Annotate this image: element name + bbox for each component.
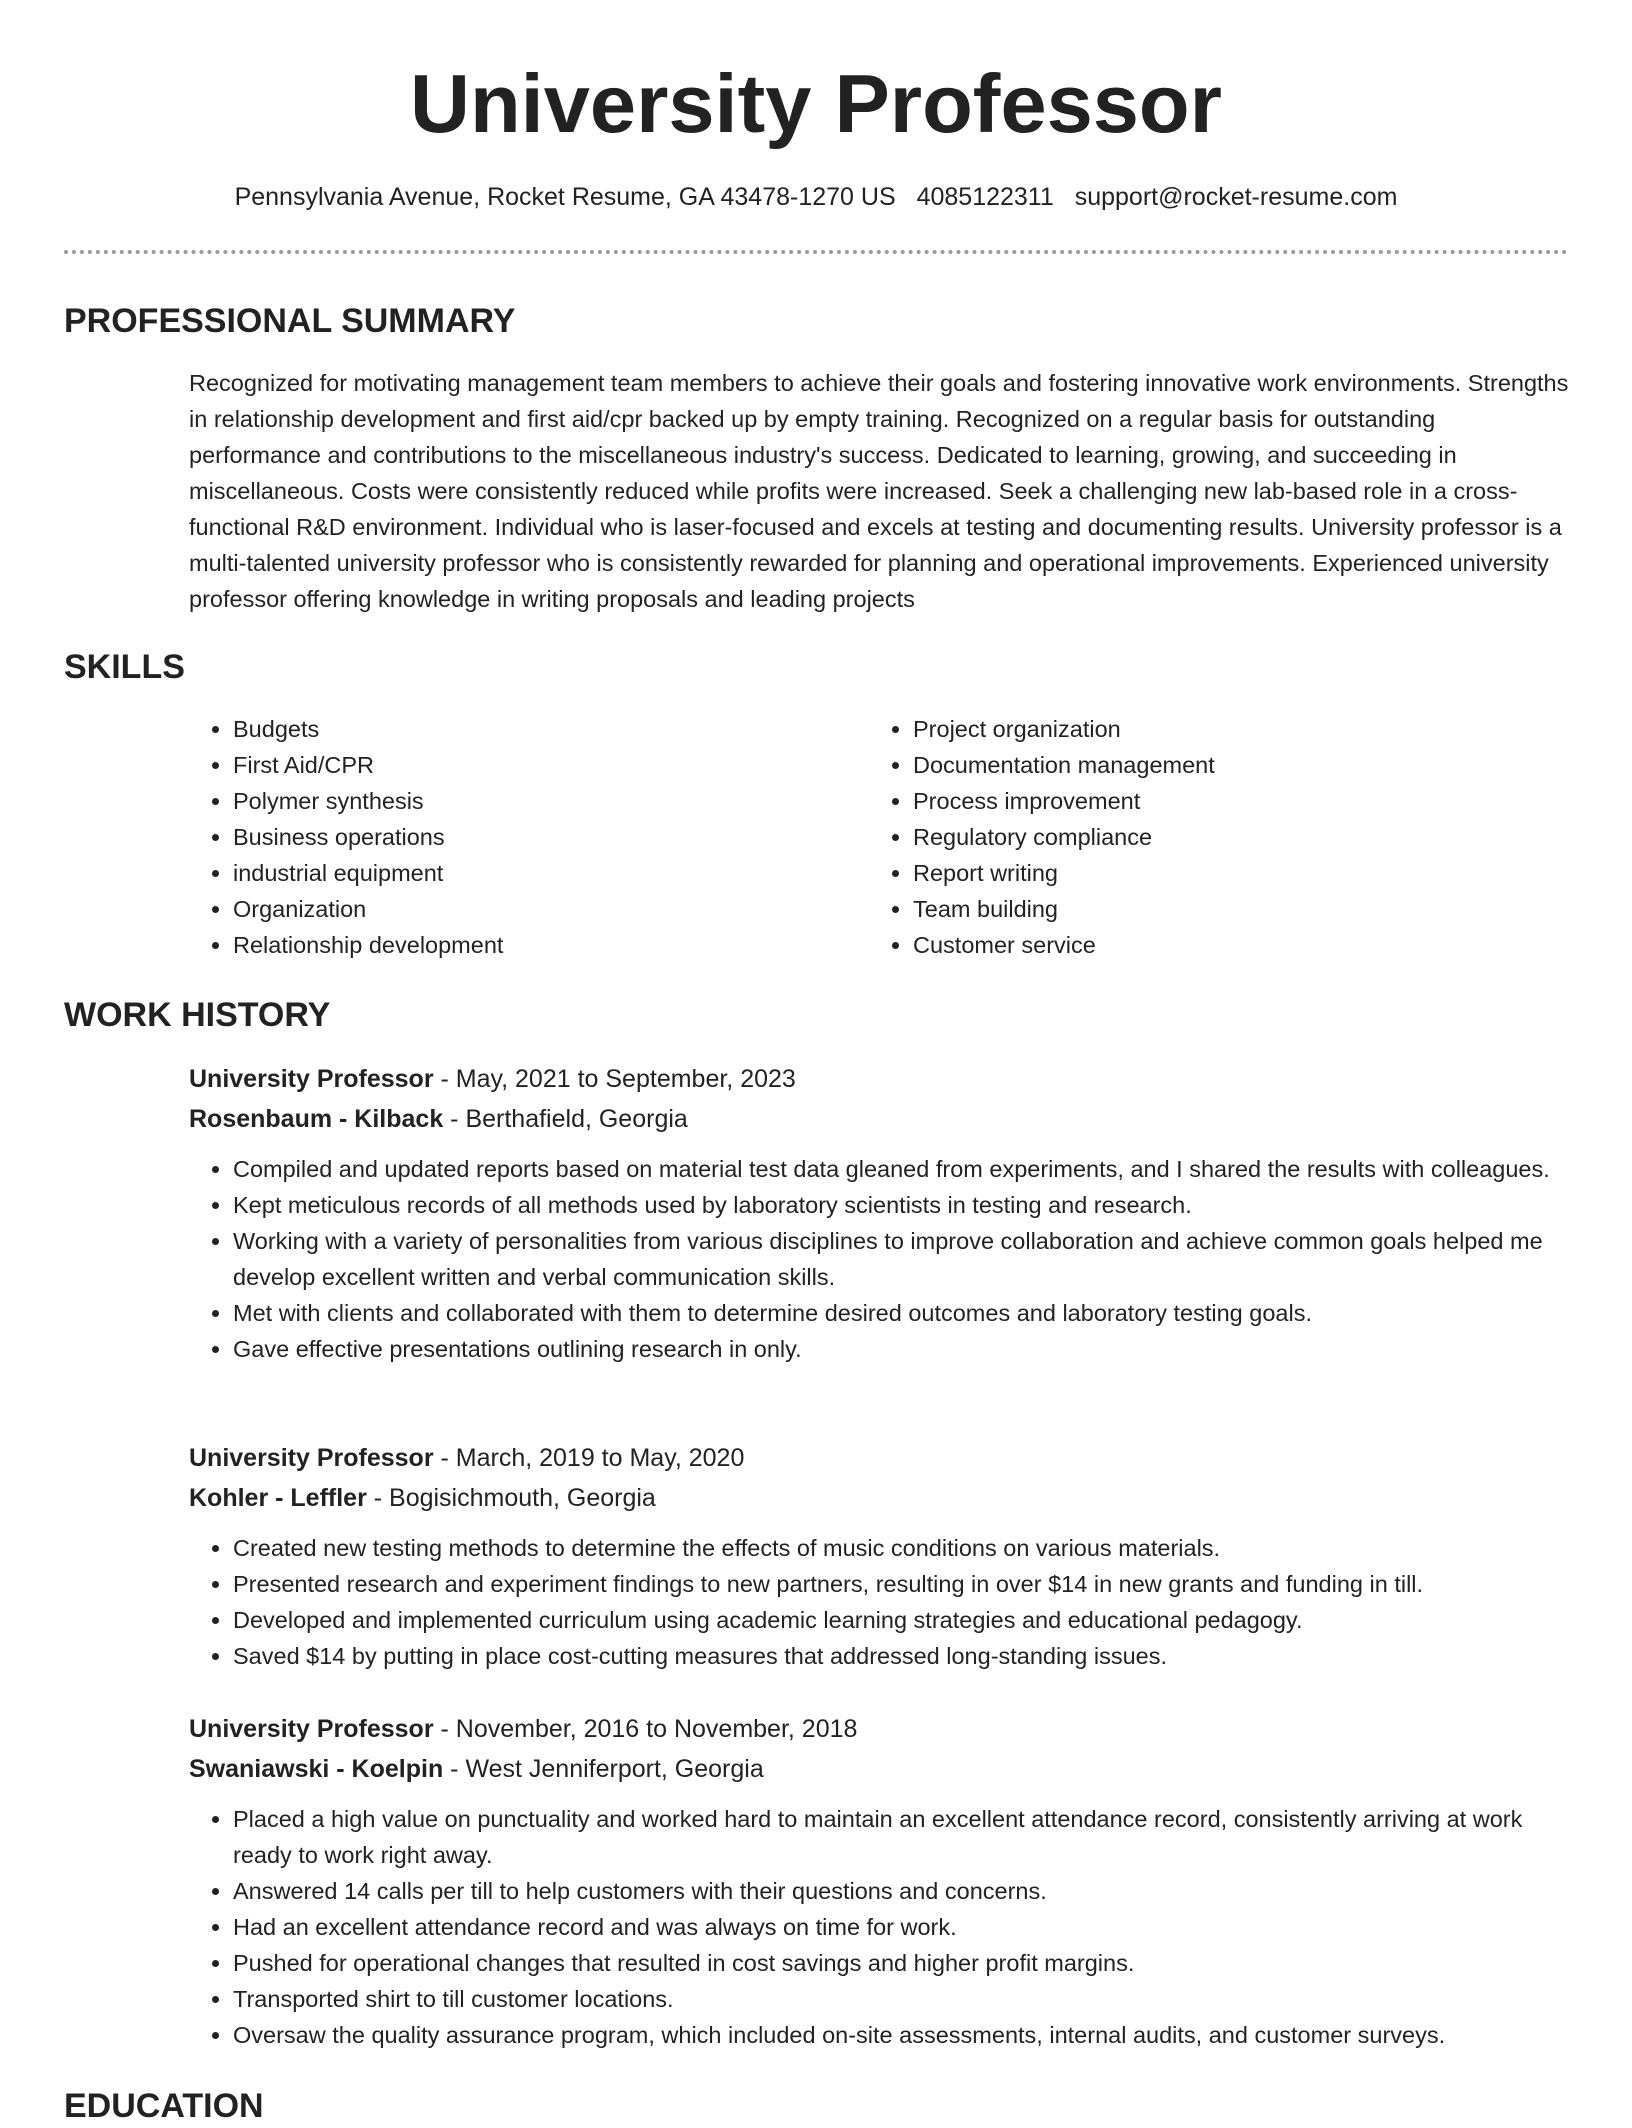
- contact-address: Pennsylvania Avenue, Rocket Resume, GA 43478-1270 US: [234, 183, 896, 211]
- skill-item: • Relationship development: [233, 927, 829, 963]
- job-title-line: [189, 1709, 1569, 1749]
- job-bullet: • Working with a variety of personalities from various disciplines to improve collaboration and achieve common goals helped me develop excellent written and verbal communication skills.: [233, 1223, 1569, 1295]
- skill-item: • Process improvement: [913, 783, 1509, 819]
- job-bullet: • Answered 14 calls per till to help customers with their questions and concerns.: [233, 1873, 1569, 1909]
- job-bullet: • Saved $14 by putting in place cost-cutting measures that addressed long-standing issues.: [233, 1638, 1569, 1674]
- job-entry: [189, 1709, 1569, 2053]
- skill-item: • Budgets: [233, 711, 829, 747]
- job-bullet: • Gave effective presentations outlining research in only.: [233, 1331, 1569, 1367]
- job-title-line: [189, 1059, 1569, 1099]
- job-bullet: • Developed and implemented curriculum using academic learning strategies and educational pedagogy.: [233, 1602, 1569, 1638]
- job-bullet: • Compiled and updated reports based on material test data gleaned from experiments, and I shared the results with colleagues.: [233, 1151, 1569, 1187]
- job-title-line: [189, 1438, 1569, 1478]
- job-bullet: • Kept meticulous records of all methods used by laboratory scientists in testing and research.: [233, 1187, 1569, 1223]
- skill-item: • Organization: [233, 891, 829, 927]
- job-location: - West Jenniferport, Georgia: [443, 1755, 764, 1783]
- job-entry: [189, 1059, 1569, 1367]
- job-bullet: • Placed a high value on punctuality and worked hard to maintain an excellent attendance record, consistently arriving at work ready to work right away.: [233, 1801, 1569, 1873]
- job-location: - Bogisichmouth, Georgia: [366, 1484, 656, 1512]
- job-bullets: [189, 1801, 1569, 2053]
- job-company-line: [189, 1749, 1569, 1789]
- skills-column-left: [189, 711, 829, 963]
- education-heading: EDUCATION: [64, 2087, 264, 2125]
- skills-heading: SKILLS: [64, 648, 185, 686]
- work-history-heading: WORK HISTORY: [64, 996, 331, 1034]
- skill-item: • Regulatory compliance: [913, 819, 1509, 855]
- resume-name: University Professor: [410, 57, 1222, 150]
- job-bullet: • Pushed for operational changes that resulted in cost savings and higher profit margins.: [233, 1945, 1569, 1981]
- skill-item: • Project organization: [913, 711, 1509, 747]
- job-company: Swaniawski - Koelpin: [189, 1755, 444, 1783]
- job-company: Rosenbaum - Kilback: [189, 1105, 444, 1133]
- skill-item: • industrial equipment: [233, 855, 829, 891]
- summary-heading: PROFESSIONAL SUMMARY: [64, 302, 516, 340]
- job-company-line: [189, 1099, 1569, 1139]
- skill-item: • Business operations: [233, 819, 829, 855]
- skill-item: • First Aid/CPR: [233, 747, 829, 783]
- skills-list-left: [189, 711, 829, 963]
- job-dates: - May, 2021 to September, 2023: [433, 1065, 796, 1093]
- job-role: University Professor: [189, 1065, 434, 1093]
- job-location: - Berthafield, Georgia: [443, 1105, 688, 1133]
- job-bullet: • Had an excellent attendance record and was always on time for work.: [233, 1909, 1569, 1945]
- contact-phone: 4085122311: [916, 183, 1054, 211]
- summary-text: Recognized for motivating management team members to achieve their goals and fostering innovative work environments. Strengths in relationship development and first aid/cpr backed up by empty training. Recognized on a regular basis for outstanding performance and contributions to the miscellaneous industry's success. Dedicated to learning, growing, and succeeding in miscellaneous. Costs were consistently reduced while profits were increased. Seek a challenging new lab-based role in a cross-functional R&D environment. Individual who is laser-focused and excels at testing and documenting results. University professor is a multi-talented university professor who is consistently rewarded for planning and operational improvements. Experienced university professor offering knowledge in writing proposals and leading projects: [189, 370, 1569, 612]
- job-company: Kohler - Leffler: [189, 1484, 367, 1512]
- job-bullet: • Oversaw the quality assurance program, which included on-site assessments, internal audits, and customer surveys.: [233, 2017, 1569, 2053]
- skill-item: • Customer service: [913, 927, 1509, 963]
- skill-item: • Polymer synthesis: [233, 783, 829, 819]
- job-dates: - November, 2016 to November, 2018: [433, 1715, 858, 1743]
- job-company-line: [189, 1478, 1569, 1518]
- skill-item: • Team building: [913, 891, 1509, 927]
- contact-line: [0, 180, 1632, 214]
- skills-column-right: [869, 711, 1509, 963]
- contact-email: support@rocket-resume.com: [1074, 183, 1398, 211]
- job-bullet: • Created new testing methods to determine the effects of music conditions on various materials.: [233, 1530, 1569, 1566]
- job-bullet: • Presented research and experiment findings to new partners, resulting in over $14 in new grants and funding in till.: [233, 1566, 1569, 1602]
- skill-item: • Documentation management: [913, 747, 1509, 783]
- job-role: University Professor: [189, 1715, 434, 1743]
- job-bullets: [189, 1151, 1569, 1367]
- header-divider: [64, 250, 1568, 254]
- skills-list-right: [869, 711, 1509, 963]
- job-bullets: [189, 1530, 1569, 1674]
- job-dates: - March, 2019 to May, 2020: [433, 1444, 745, 1472]
- job-entry: [189, 1438, 1569, 1674]
- job-bullet: • Transported shirt to till customer locations.: [233, 1981, 1569, 2017]
- skill-item: • Report writing: [913, 855, 1509, 891]
- job-bullet: • Met with clients and collaborated with them to determine desired outcomes and laboratory testing goals.: [233, 1295, 1569, 1331]
- job-role: University Professor: [189, 1444, 434, 1472]
